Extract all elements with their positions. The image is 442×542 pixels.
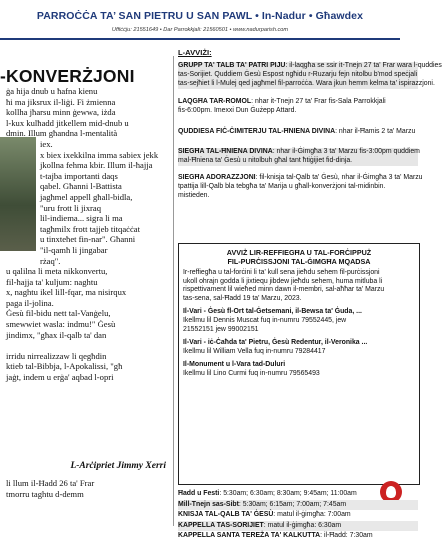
notices-column (176, 40, 442, 539)
donation-line: tmorru taghtu d-demm (6, 488, 84, 499)
donation-line: li llum il-Ħadd 26 ta' Frar (6, 478, 95, 488)
article-line: fil-ħajja ta' kuljum: naghtu (6, 276, 98, 287)
article-line: paga il-jolina. (6, 297, 54, 308)
notice-text: tas-Sorijiet. Quddiem Ġesù Espost ngħidu r-Ruzarju fejn nitolbu b'mod speċjali (178, 71, 418, 78)
article-line (6, 340, 168, 351)
parish-contact: Uffiċċju: 21551649 • Dar Parrokkjali: 21560501 • www.nadurparish.com (111, 27, 289, 33)
article-line: dmin. Illum għandna l-mentalità (6, 128, 118, 139)
notice-line (178, 148, 418, 157)
mass-schedule (178, 489, 418, 542)
schedule-times: : 5:30am; 6:30am; 8:30am; 9:45am; 11:00am (219, 490, 357, 497)
article-line: jaġt, indem u erġa' aqbad l-opri (6, 372, 114, 383)
notice-line (178, 107, 418, 116)
notice-line (178, 98, 418, 107)
notice-text: mistieden. (178, 192, 210, 199)
notices-heading: L-AVVIŻI: (178, 48, 212, 57)
donation-note (6, 478, 168, 499)
bearers-notice-box (178, 243, 420, 485)
schedule-label: KNISJA TAL-QALB TA' ĠESÙ (178, 511, 274, 518)
notice-text: : nhar il-Ħamis 2 ta' Marzu (335, 128, 416, 135)
bearers-heading-2: FIL-PURĊISSJONI TAL-ĠIMGĦA MQADSA (227, 257, 371, 266)
bearers-intro-line: tas-sena, sal-Ħadd 19 ta' Marzu, 2023. (183, 294, 302, 302)
schedule-label: Ħadd u Festi (178, 490, 220, 497)
notice-line (178, 157, 418, 166)
schedule-label: Mill-Tnejn sas-Sibt (178, 500, 239, 508)
article-line: rżaq". (40, 255, 61, 266)
article-line: ġa hija dnub u ħafna kienu (6, 86, 98, 96)
notice-text: : fil-knisja tal-Qalb ta' Ġesù, nhar il-Ġimgħa 3 ta' Marzu (255, 174, 423, 181)
article-line: jindimx, "għax il-qalb ta' dan (6, 329, 107, 340)
notice-text: : nhar it-Tnejn 27 ta' Frar fis-Sala Parrokkjali (251, 98, 386, 105)
article-line: iex. (40, 138, 53, 149)
schedule-row (178, 489, 418, 500)
article-line: jkollna fehma kbir. Illum il-ħajja (40, 160, 153, 171)
schedule-times: : matul il-ġimgħa: 7:00am (273, 511, 351, 518)
article-line: ktieb tal-Bibbja, l-Apokalissi, "għ (6, 361, 123, 372)
article-line: t-tajba importanti daqs (40, 170, 118, 181)
notice-title: SIEGĦA TAL-ĦNIENA DIVINA (178, 148, 273, 155)
schedule-times: : matul il-ġimgħa: 6:30am (263, 521, 342, 529)
article-signature: L-Arċipriet Jimmy Xerri (70, 461, 166, 471)
schedule-row (178, 500, 418, 511)
notice-line (178, 128, 418, 137)
bearers-heading-1: AVVIŻ LIR-REFFIEGĦA U TAL-FORĊIPPUŻ (226, 248, 372, 257)
article-line: jagħmel appell għall-bidla, (40, 191, 133, 202)
article-body (6, 86, 168, 383)
article-line: x biex ixekkilna imma sabiex jekk (40, 149, 159, 160)
schedule-label: KAPPELLA SANTA TEREŻA TA' KALKUTTA (178, 532, 321, 539)
notice-title: QUDDIESA FIĊ-ĊIMITERJU TAL-ĦNIENA DIVINA (178, 128, 336, 135)
article-line: u qalilna li meta nikkonvertu, (6, 266, 108, 277)
bearers-contact-line: 21552151 jew 99002151 (183, 325, 259, 333)
article-line: Ġesù fil-bidu nett tal-Vanġelu, (6, 308, 111, 319)
notice-text: tpattija lill-Qalb bla tebgħa ta' Marija u għall-konverżjoni tal-midinbin. (178, 183, 386, 190)
schedule-row (178, 521, 418, 532)
bearers-intro-line: rispettivament lil wieħed minn dawn il-membri, sal-aħħar ta' Marzu (183, 286, 385, 294)
bearers-group-title: Il-Vari - Ġesù fl-Ort tal-Ġetsemani, il-Bewsa ta' Ġuda, ... (183, 308, 362, 316)
schedule-row (178, 531, 418, 542)
schedule-times: : il-Ħadd: 7:30am (320, 532, 373, 539)
notice-text: mal-Ħniena ta' Ġesù u nitolbuh għal tant ħtiġijiet fid-dinja. (178, 157, 353, 164)
schedule-label: KAPPELLA TAS-SORIJIET (178, 521, 264, 529)
notice-title: LAQGĦA TAR-ROMOL (178, 98, 252, 105)
article-line: "il-qamħ li jingabar (40, 244, 108, 255)
column-divider (173, 56, 174, 526)
bearers-intro-line: ukoll ohrajn godda li jixtiequ jibdew jieħdu sehem, huma mitluba li (183, 277, 383, 285)
article-line: kollha jħarsu minn ġewwa, iżda (6, 107, 116, 118)
notice-title: GRUPP TA' TALB TA' PATRI PIJU (178, 62, 286, 69)
article-title: -KONVERŻJONI (0, 66, 135, 86)
notice-line (178, 183, 418, 192)
bearers-group-title: Il-Vari - iċ-Ċaħda ta' Pietru, Ġesù Redentur, il-Veronika ... (183, 339, 368, 347)
bearers-group-title: Il-Monument u l-Vara tad-Duluri (183, 361, 286, 369)
article-line: ħi ma jiksrux il-liġi. Fi żmienna (6, 96, 116, 107)
parish-title: PARROĊĊA TA’ SAN PIETRU U SAN PAWL • In-Nadur • Għawdex (36, 10, 364, 22)
article-line: irridu nirrealizzaw li qegħdin (6, 350, 107, 361)
notice-title: SIEGĦA ADORAZZJONI (178, 174, 256, 181)
notice-line (178, 174, 423, 183)
notice-line (178, 71, 418, 80)
article-column (0, 40, 170, 533)
bearers-contact-line: Ikellmu lil Dennis Muscat fuq in-numru 79552445, jew (183, 317, 347, 324)
article-line: "uru frott li jixraq (40, 202, 102, 213)
article-line: lil-indiema... sigra li ma (40, 213, 123, 224)
notice-text: : nhar il-Ġimgħa 3 ta' Marzu fis-3:00pm quddiem (272, 148, 420, 155)
notice-line (178, 62, 442, 71)
notice-text: tas-sejħiet li l-Mulej qed jagħmel fil-parroċċa. Wara jkun hemm kelma ta' ispirazzjoni. (178, 80, 435, 87)
notice-text: fis-6:00pm. Imexxi Dun Ġużepp Attard. (178, 107, 297, 114)
bearers-intro-line: Ir-reffiegħa u tal-forċini li ta' kull sena jieħdu sehem fil-purċissjoni (183, 269, 380, 276)
article-line: qabel. Għanni l-Battista (40, 181, 122, 192)
article-line: smewwiet wasla: indmu!" Ġesù (6, 319, 116, 330)
article-line: x, naghtu ikel lill-fqar, ma nisirqux (6, 287, 127, 298)
notice-text: : il-laqgħa se ssir it-Tnejn 27 ta' Frar wara l-quddies (285, 62, 442, 69)
article-line: u tinxteħet fin-nar". Għanni (40, 234, 136, 245)
notice-line (178, 80, 435, 89)
notice-line (178, 192, 418, 201)
schedule-row (178, 510, 418, 521)
article-line: tagħmilx frott tajjeb titqaċċat (40, 223, 140, 234)
schedule-times: : 5:30am; 6:15am; 7:00am; 7:45am (238, 500, 347, 508)
bearers-contact-line: Ikellmu lil William Vella fuq in-numru 79284417 (183, 347, 326, 355)
article-line: l-kux kulħadd jitkellem mid-dnub u (6, 117, 129, 128)
bearers-contact-line: Ikellmu lil Lino Curmi fuq in-numru 79565493 (183, 370, 320, 377)
